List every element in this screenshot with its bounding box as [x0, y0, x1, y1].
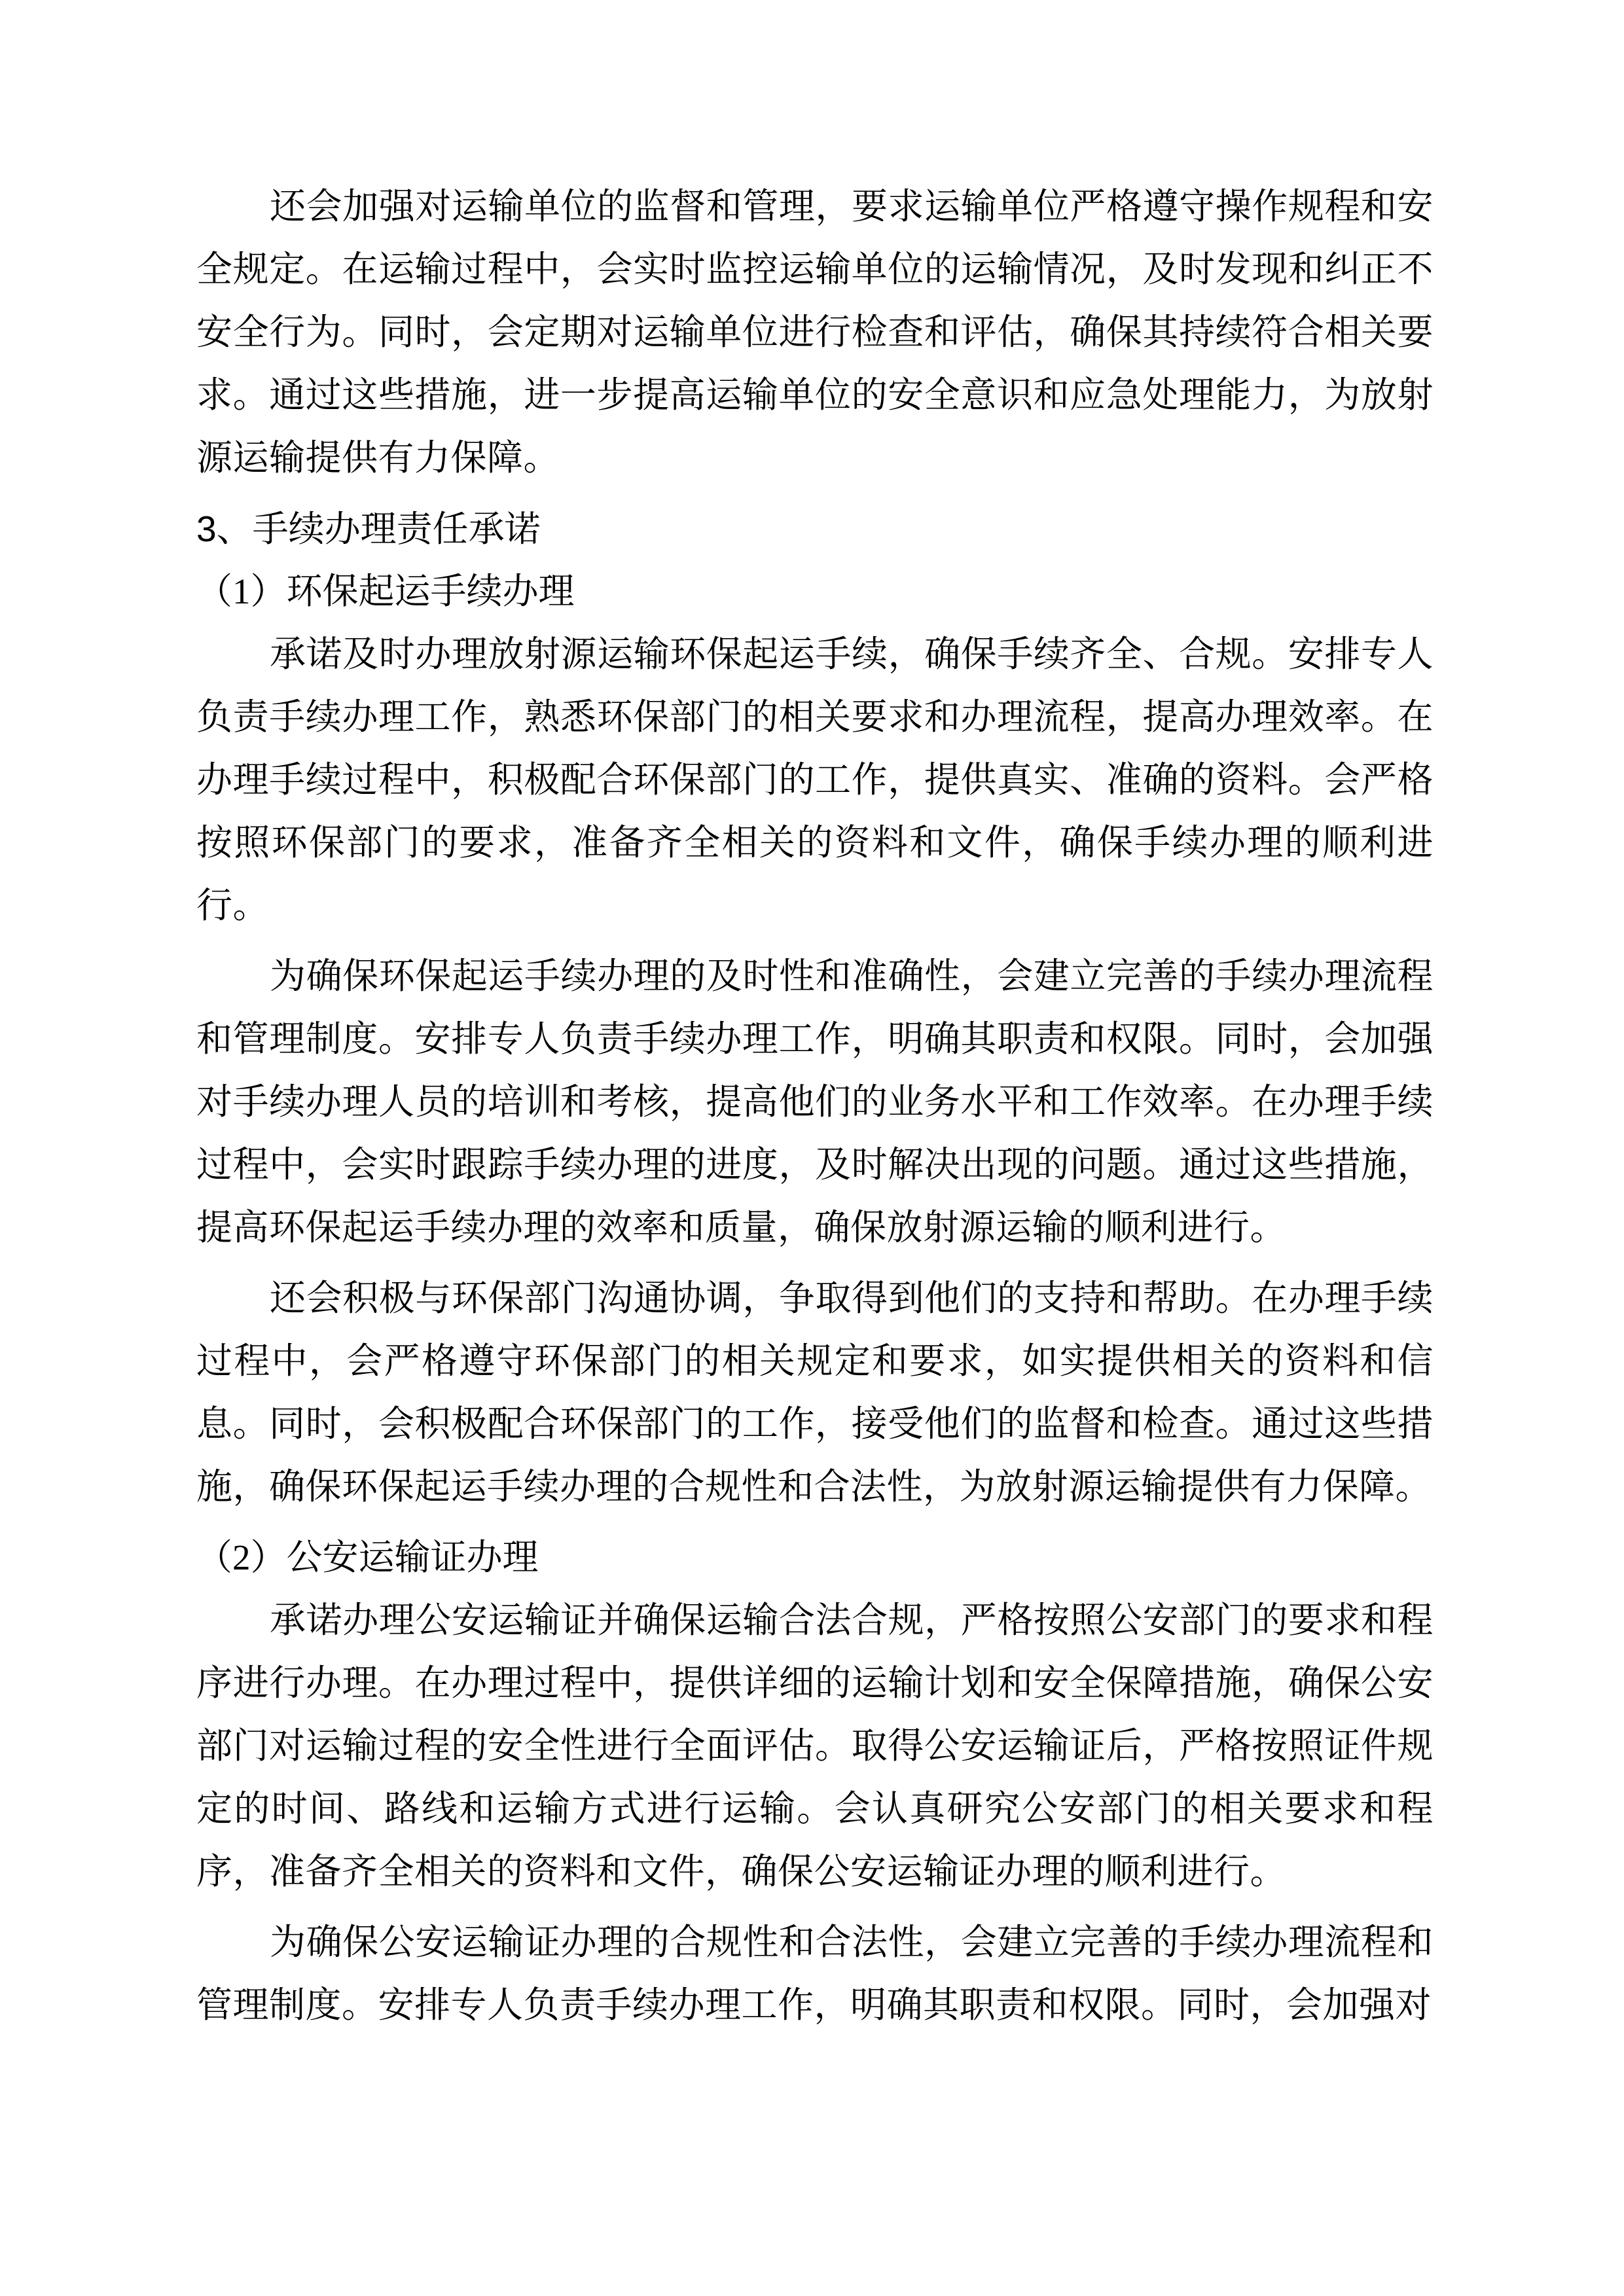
subsection-heading-environmental-shipping: （1）环保起运手续办理	[196, 571, 575, 611]
paragraph-transport-supervision: 还会加强对运输单位的监督和管理，要求运输单位严格遵守操作规程和安全规定。在运输过程中，会实时监控运输单位的运输情况，及时发现和纠正不安全行为。同时，会定期对运输单位进行检查和评估，确保其持续符合相关要求。通过这些措施，进一步提高运输单位的安全意识和应急处理能力，为放射源运输提供有力保障。	[196, 187, 1434, 478]
paragraph-police-permit-commitment: 承诺办理公安运输证并确保运输合法合规，严格按照公安部门的要求和程序进行办理。在办理过程中，提供详细的运输计划和安全保障措施，确保公安部门对运输过程的安全性进行全面评估。取得公安运输证后，严格按照证件规定的时间、路线和运输方式进行运输。会认真研究公安部门的相关要求和程序，准备齐全相关的资料和文件，确保公安运输证办理的顺利进行。	[196, 1600, 1434, 1892]
paragraph-police-permit-compliance: 为确保公安运输证办理的合规性和合法性，会建立完善的手续办理流程和管理制度。安排专人负责手续办理工作，明确其职责和权限。同时，会加强对	[196, 1922, 1434, 2025]
paragraph-environmental-commitment: 承诺及时办理放射源运输环保起运手续，确保手续齐全、合规。安排专人负责手续办理工作，熟悉环保部门的相关要求和办理流程，提高办理效率。在办理手续过程中，积极配合环保部门的工作，提供真实、准确的资料。会严格按照环保部门的要求，准备齐全相关的资料和文件，确保手续办理的顺利进行。	[196, 634, 1434, 925]
document-body	[196, 175, 1434, 2039]
subsection-heading-police-transport-permit: （2）公安运输证办理	[196, 1537, 539, 1577]
spacer	[196, 940, 1434, 945]
spacer	[196, 1906, 1434, 1911]
paragraph-environmental-process-management: 为确保环保起运手续办理的及时性和准确性，会建立完善的手续办理流程和管理制度。安排专人负责手续办理工作，明确其职责和权限。同时，会加强对手续办理人员的培训和考核，提高他们的业务水平和工作效率。在办理手续过程中，会实时跟踪手续办理的进度，及时解决出现的问题。通过这些措施，提高环保起运手续办理的效率和质量，确保放射源运输的顺利进行。	[196, 956, 1434, 1247]
section-heading-procedure-responsibility: 3、手续办理责任承诺	[196, 509, 541, 549]
spacer	[196, 1262, 1434, 1267]
spacer	[196, 492, 1434, 497]
spacer	[196, 1521, 1434, 1526]
paragraph-environmental-coordination: 还会积极与环保部门沟通协调，争取得到他们的支持和帮助。在办理手续过程中，会严格遵守环保部门的相关规定和要求，如实提供相关的资料和信息。同时，会积极配合环保部门的工作，接受他们的监督和检查。通过这些措施，确保环保起运手续办理的合规性和合法性，为放射源运输提供有力保障。	[196, 1278, 1434, 1507]
